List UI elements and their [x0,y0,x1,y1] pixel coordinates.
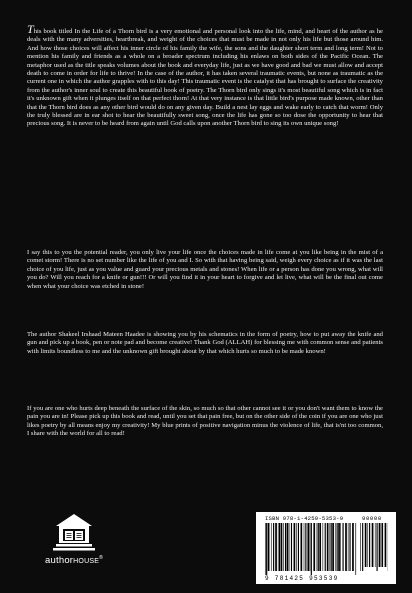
barcode-bar [311,523,312,575]
barcode-bar [317,523,318,571]
barcode-bar [360,523,361,571]
isbn-number: ISBN 978-1-4259-5353-9 [265,515,344,522]
barcode-bar [369,523,370,567]
barcode-bar [367,523,368,567]
barcode-bar [332,523,334,571]
blurb-paragraph-2 [27,249,383,291]
ean-digits: 9 781425 953539 [265,575,339,582]
blurb-paragraph-3 [27,331,383,356]
blurb-paragraph-1 [27,22,383,129]
barcode-bar [372,523,374,567]
barcode-bar [313,523,315,571]
barcode-bar [279,523,280,571]
addon-barcode-bars [360,523,388,571]
barcode-bar [289,523,290,571]
barcode-bar [281,523,283,571]
barcode-bar [348,523,349,571]
drop-cap: T [27,22,34,36]
publisher-name-part-2: HOUSE [73,558,100,565]
barcode-bar [310,523,311,571]
barcode-bar [304,523,305,571]
blurb-paragraph-4 [27,405,383,439]
barcode-bar [352,523,354,571]
publisher-name [34,555,114,566]
paragraph-text: The author Shakeel Irshaad Mateen Haadee is showing you by his schematics in the form of poetry, how to put away the knife and gun and pick up a book, pen or note pad and become creative! Thank God (ALLAH) for blessing me with common sense and patients with limits boundless to me and the unknown gift brought about by that which hurts so much to be made known! [27,331,383,355]
barcode-bar [307,523,309,571]
publisher-logo [34,512,114,574]
barcode-bar [325,523,326,571]
barcode-bar [355,523,356,575]
barcode-bar [379,523,381,567]
paragraph-text: I say this to you the potential reader, you only live your life once the choices made in life come at you like being in the mist of a comet storm! There is no set number like the life of you and I. So with that having being said, weigh every choice as if it was the last choice of you life, just as you value and guard your precious metals and stones! When life or a person has done you wrong, what will you do? Will you reach for a knife or gun!!! Or will you find it in your heart to forgive and let live, what will be the final out come when what your choice was etched in stone! [27,249,383,290]
barcode-bar [287,523,289,571]
barcode-bar [345,523,347,571]
barcode-bar [266,523,267,575]
barcode-bar [385,523,387,567]
barcode-bar [340,523,341,571]
barcode-bar [296,523,297,571]
barcode-bar [278,523,279,571]
barcode-bar [323,523,324,571]
barcode-bar [377,523,378,571]
barcode-bar [331,523,332,571]
barcode-bar [343,523,344,571]
barcode-bar [362,523,363,571]
barcode-bar [273,523,274,571]
barcode-bar [294,523,296,571]
isbn-barcode [256,512,396,584]
house-with-book-icon [34,512,114,554]
price-addon-number: 90000 [362,515,382,522]
barcode-bar [301,523,303,571]
ean-barcode-bars [265,523,357,575]
barcode-bar [265,523,266,575]
barcode-bar [298,523,299,571]
barcode-bar [327,523,329,571]
barcode-bar [375,523,376,567]
barcode-bar [381,523,382,567]
paragraph-text: his book titled In the Life of a Thorn bird is a very emotional and personal look into the life, mind, and heart of the author as he deals with the many adversities, heartbreak, and weight of the choices that must be made in not only his life but those around him. And how those choices will affect his inner circle of his family the wife, the sons and the daughter short term and long term! Not to mention his family and friends as a whole on a broader spectrum including his enlaws on both sides of the Pacific Ocean. The metaphor used as the title speaks volumes about the book and everyday life, just as we have good and bad we must allow and accept death to come in order for life to thrive! In the case of the author, it has taken several traumatic events, but none as traumatic as the current one in which the author grapples with to this day! This traumatic event is the catalyst that has brought to surface the creativity from the author's inner soul to create this beautiful book of poetry. The Thorn bird only sings it's most beautiful song which is in fact it's unknown gift when it plunges itself on that perfect thorn! At that very instance is that little bird's purpose made known, other than that the Thorn bird does as any other bird would do on any given day. Build a nest lay eggs and wake early to catch that worm! Only the truly blessed are in ear shot to hear the beautifully sweet song, once the life has gone so too dose the opportunity to hear that precious song. It is never to be heard from again until God calls upon another Thorn bird to sing its own unique song! [27,28,383,128]
barcode-bar [338,523,340,571]
barcode-bar [330,523,331,571]
barcode-bar [319,523,321,571]
barcode-bar [335,523,336,571]
barcode-bar [268,523,270,571]
barcode-bar [382,523,383,567]
barcode-bar [271,523,272,571]
paragraph-text: If you are one who hurts deep beneath the surface of the skin, so much so that other cannot see it or you don't want them to know the pain you are in! Please pick up this book and read, until you set that pain free, but on the other side of the coin if you are one who just likes poetry by all means enjoy my creativity! My blue prints of positive navigation minus the violence of life, that is'nt too common, I share with the world for all to read! [27,405,383,438]
barcode-bar [349,523,350,571]
barcode-bar [365,523,367,567]
barcode-bar [291,523,292,571]
barcode-bar [337,523,338,571]
barcode-bar [285,523,286,571]
barcode-bar [275,523,277,571]
registered-mark: ® [99,555,103,561]
publisher-name-part-1: author [45,555,74,566]
barcode-bar [283,523,284,571]
barcode-bar [305,523,306,571]
barcode-bar [318,523,319,571]
